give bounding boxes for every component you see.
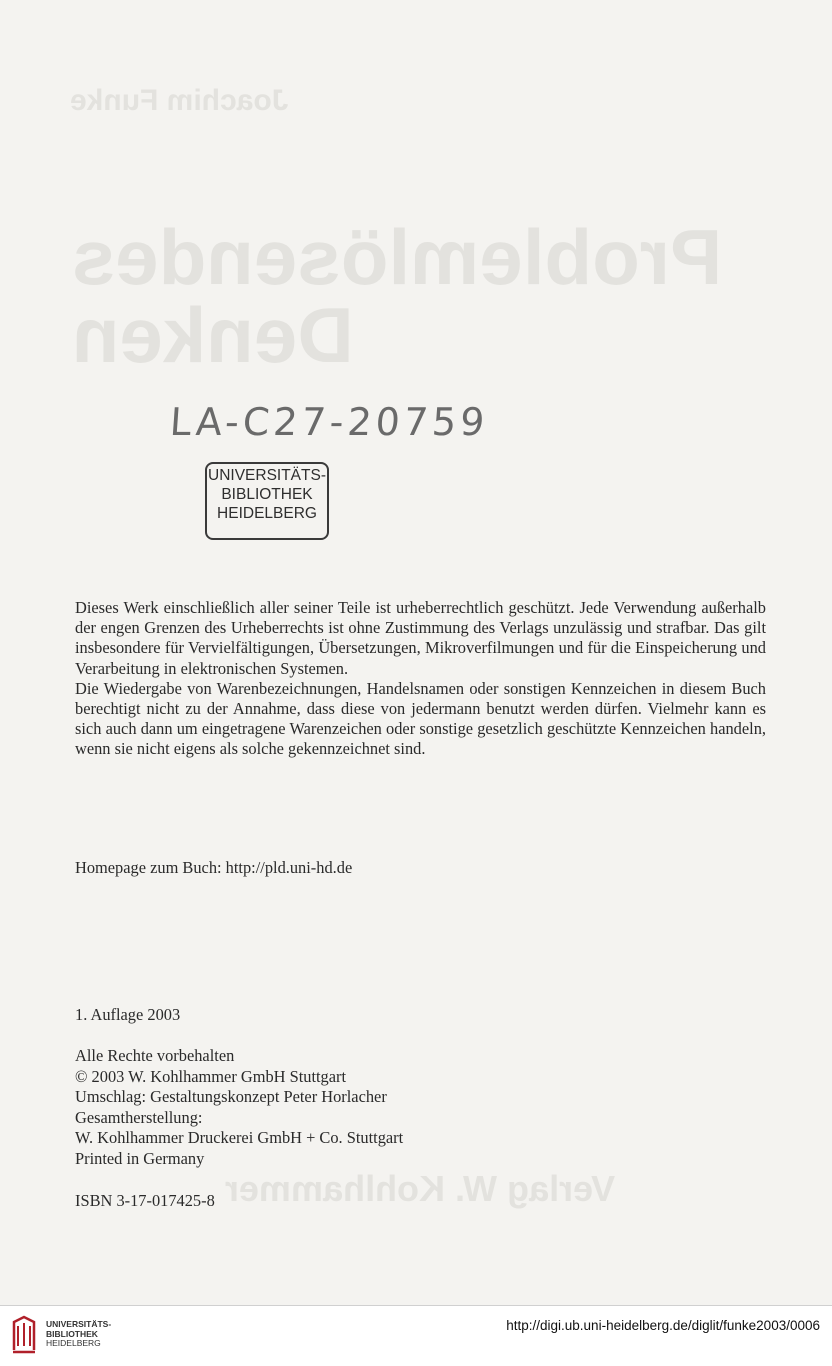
- logo-text-line-1: UNIVERSITÄTS-: [46, 1319, 112, 1329]
- credits-line: W. Kohlhammer Druckerei GmbH + Co. Stuttgart: [75, 1128, 404, 1147]
- library-logo-text: [46, 1320, 111, 1349]
- bleed-through-author: Joachim Funke: [70, 84, 289, 117]
- library-stamp: [205, 462, 329, 540]
- isbn-line: ISBN 3-17-017425-8: [75, 1191, 215, 1210]
- credits-line: Umschlag: Gestaltungskonzept Peter Horlacher: [75, 1087, 387, 1106]
- stamp-line-2: BIBLIOTHEK: [221, 486, 313, 503]
- logo-text-line-2: BIBLIOTHEK: [46, 1328, 98, 1339]
- logo-text-line-3: HEIDELBERG: [46, 1338, 101, 1348]
- credits-line: Printed in Germany: [75, 1148, 205, 1168]
- permalink-url[interactable]: http://digi.ub.uni-heidelberg.de/diglit/funke2003/0006: [506, 1318, 820, 1333]
- handwritten-shelfmark: LA-C27-20759: [168, 400, 490, 444]
- copyright-paragraph-1: Dieses Werk einschließlich aller seiner Teile ist urheberrechtlich geschützt. Jede Verwendung außerhalb der engen Grenzen des Urheberrechts ist ohne Zustimmung des Verlags unzulässig und strafbar. Das gilt insbesondere für Vervielfältigungen, Übersetzungen, Mikroverfilmungen und für die Einspeicherung und Verarbeitung in elektronischen Systemen.: [75, 598, 766, 678]
- library-logo-icon: [10, 1314, 38, 1354]
- bleed-through-publisher: Verlag W. Kohlhammer: [225, 1168, 616, 1209]
- viewer-footer: [0, 1305, 832, 1366]
- credits-line: Alle Rechte vorbehalten: [75, 1046, 235, 1065]
- homepage-line: Homepage zum Buch: http://pld.uni-hd.de: [75, 858, 353, 877]
- publication-credits: [75, 1046, 403, 1169]
- stamp-line-3: HEIDELBERG: [217, 505, 317, 522]
- credits-line: Gesamtherstellung:: [75, 1107, 203, 1127]
- copyright-notice: [75, 598, 766, 760]
- credits-line: © 2003 W. Kohlhammer GmbH Stuttgart: [75, 1066, 347, 1086]
- copyright-paragraph-2: Die Wiedergabe von Warenbezeichnungen, Handelsnamen oder sonstigen Kennzeichen in diesem Buch berechtigt nicht zu der Annahme, dass diese von jedermann benutzt werden dürfen. Vielmehr kann es sich auch dann um eingetragene Warenzeichen oder sonstige gesetzlich geschützte Kennzeichen handeln, wenn sie nicht eigens als solche gekennzeichnet sind.: [75, 678, 766, 759]
- edition-line: 1. Auflage 2003: [75, 1005, 181, 1024]
- bleed-through-title-line1: Problemlösendes: [72, 213, 723, 301]
- stamp-line-1: UNIVERSITÄTS-: [208, 467, 326, 484]
- bleed-through-title-line2: Denken: [72, 291, 354, 379]
